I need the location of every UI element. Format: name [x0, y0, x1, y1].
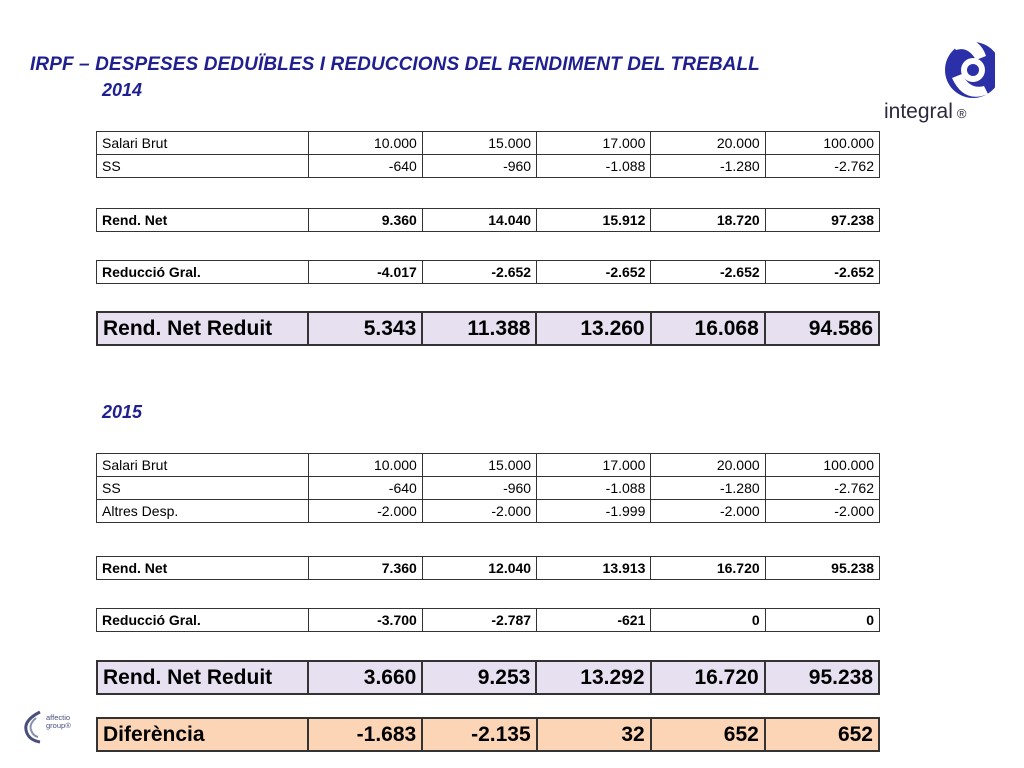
table-2015-reduccio [96, 608, 880, 632]
cell: -3.700 [308, 609, 422, 632]
cell: -4.017 [308, 261, 422, 284]
cell: 100.000 [765, 132, 879, 155]
integral-logo [880, 26, 995, 126]
table-2014-reduccio [96, 260, 880, 284]
row-reduccio-gral [97, 261, 880, 284]
cell: 3.660 [308, 661, 422, 694]
row-diferencia [97, 718, 879, 751]
integral-logo-text: integral ® [884, 100, 967, 123]
cell: 0 [651, 609, 765, 632]
cell: 0 [765, 609, 879, 632]
label-diferencia: Diferència [97, 718, 308, 751]
affectio-group-text: affectio group® [46, 713, 71, 730]
cell: 17.000 [537, 454, 651, 477]
label-salari-brut: Salari Brut [97, 132, 309, 155]
cell: 20.000 [651, 454, 765, 477]
cell: -2.652 [537, 261, 651, 284]
cell: -640 [308, 155, 422, 178]
cell: -2.135 [422, 718, 536, 751]
affectio-group-logo [22, 710, 82, 746]
cell: 16.720 [651, 661, 765, 694]
cell: 652 [651, 718, 765, 751]
cell: 12.040 [422, 557, 536, 580]
cell: -1.088 [537, 477, 651, 500]
row-reduccio-gral [97, 609, 880, 632]
cell: -960 [422, 155, 536, 178]
cell: 15.000 [422, 132, 536, 155]
cell: -2.000 [422, 500, 536, 523]
row-rend-net-reduit [97, 661, 879, 694]
cell: 97.238 [765, 209, 879, 232]
label-salari-brut: Salari Brut [97, 454, 309, 477]
row-rend-net [97, 209, 880, 232]
row-ss [97, 477, 880, 500]
cell: 32 [537, 718, 651, 751]
cell: 15.912 [537, 209, 651, 232]
label-ss: SS [97, 477, 309, 500]
cell: 13.913 [537, 557, 651, 580]
cell: 11.388 [422, 312, 536, 345]
cell: -2.762 [765, 477, 879, 500]
label-rend-net: Rend. Net [97, 209, 309, 232]
cell: 95.238 [765, 557, 879, 580]
cell: -2.000 [765, 500, 879, 523]
cell: -2.000 [651, 500, 765, 523]
cell: -621 [537, 609, 651, 632]
cell: 17.000 [537, 132, 651, 155]
year-heading-2014: 2014 [102, 80, 143, 100]
cell: 94.586 [765, 312, 879, 345]
cell: 13.292 [536, 661, 650, 694]
cell: 7.360 [308, 557, 422, 580]
table-diferencia [96, 717, 880, 752]
table-2015-salary [96, 453, 880, 523]
cell: -640 [308, 477, 422, 500]
row-salari-brut [97, 132, 880, 155]
cell: 16.068 [651, 312, 765, 345]
cell: 652 [765, 718, 879, 751]
label-rend-net-reduit: Rend. Net Reduit [97, 661, 308, 694]
cell: 15.000 [422, 454, 536, 477]
integral-logo-icon [880, 26, 995, 106]
cell: 10.000 [308, 454, 422, 477]
cell: 9.253 [422, 661, 536, 694]
table-2015-net-reduit [96, 660, 880, 695]
row-rend-net-reduit [97, 312, 879, 345]
label-rend-net: Rend. Net [97, 557, 309, 580]
cell: -2.652 [651, 261, 765, 284]
cell: 100.000 [765, 454, 879, 477]
cell: -2.762 [765, 155, 879, 178]
cell: -2.652 [765, 261, 879, 284]
row-salari-brut [97, 454, 880, 477]
affectio-swirl-icon [22, 710, 44, 744]
cell: -2.652 [422, 261, 536, 284]
cell: 10.000 [308, 132, 422, 155]
cell: 20.000 [651, 132, 765, 155]
cell: 13.260 [536, 312, 650, 345]
cell: 5.343 [308, 312, 422, 345]
cell: -2.000 [308, 500, 422, 523]
cell: 95.238 [765, 661, 879, 694]
row-rend-net [97, 557, 880, 580]
table-2014-rend-net [96, 208, 880, 232]
cell: -1.280 [651, 155, 765, 178]
cell: -1.088 [537, 155, 651, 178]
table-2014-salary [96, 131, 880, 178]
row-ss [97, 155, 880, 178]
year-heading-2015: 2015 [102, 402, 143, 422]
page-title: IRPF – DESPESES DEDUÏBLES I REDUCCIONS DEL RENDIMENT DEL TREBALL [30, 54, 760, 75]
table-2014-net-reduit [96, 311, 880, 346]
label-reduccio-gral: Reducció Gral. [97, 261, 309, 284]
label-reduccio-gral: Reducció Gral. [97, 609, 309, 632]
cell: -1.280 [651, 477, 765, 500]
label-altres-desp: Altres Desp. [97, 500, 309, 523]
row-altres-desp [97, 500, 880, 523]
cell: 16.720 [651, 557, 765, 580]
table-2015-rend-net [96, 556, 880, 580]
cell: 14.040 [422, 209, 536, 232]
cell: -960 [422, 477, 536, 500]
label-rend-net-reduit: Rend. Net Reduit [97, 312, 308, 345]
cell: -2.787 [422, 609, 536, 632]
cell: -1.683 [308, 718, 422, 751]
label-ss: SS [97, 155, 309, 178]
cell: 18.720 [651, 209, 765, 232]
cell: 9.360 [308, 209, 422, 232]
cell: -1.999 [537, 500, 651, 523]
